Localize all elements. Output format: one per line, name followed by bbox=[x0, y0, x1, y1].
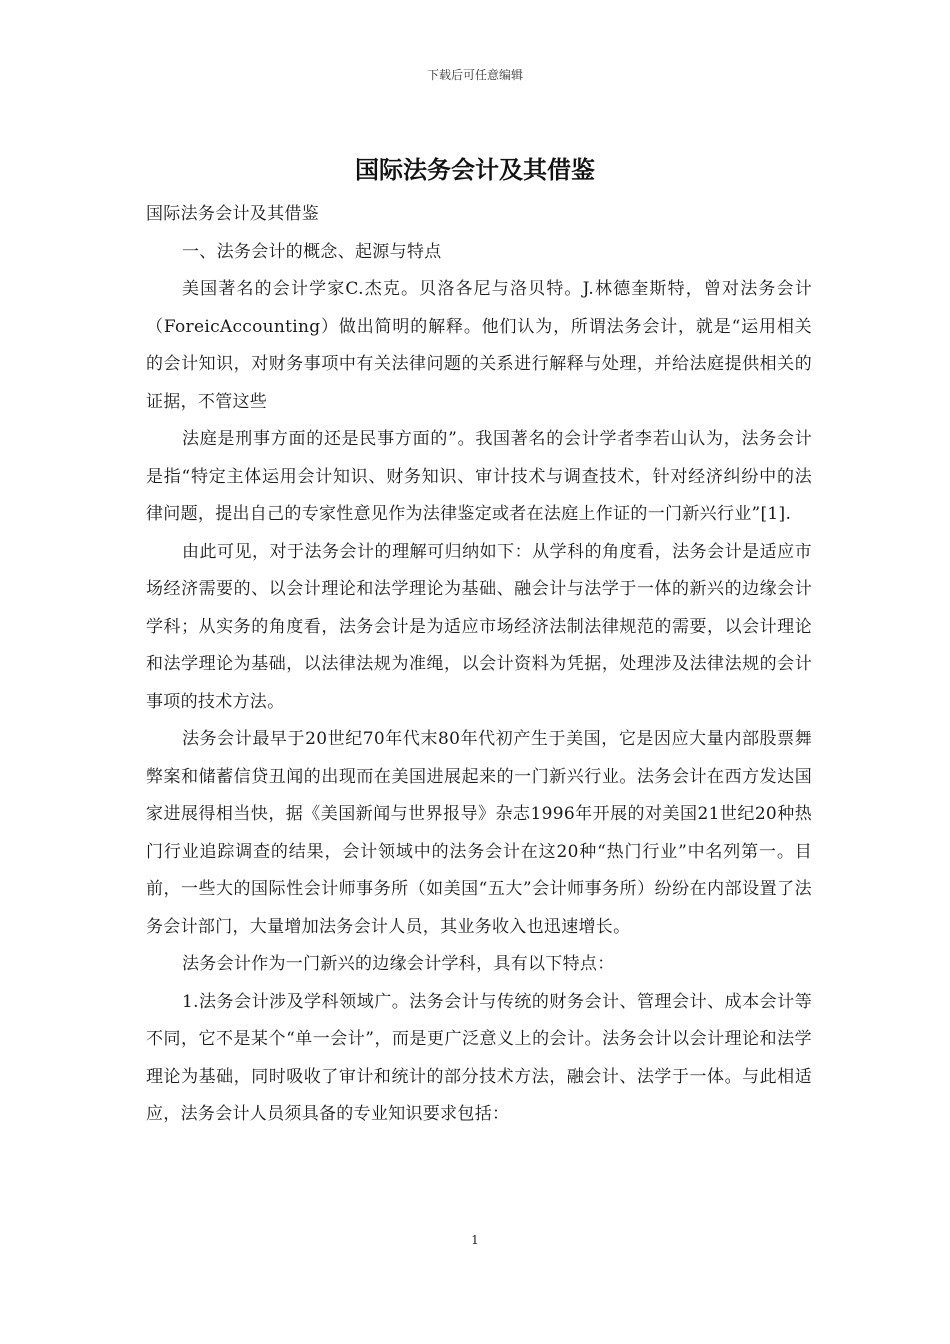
paragraph: 1.法务会计涉及学科领域广。法务会计与传统的财务会计、管理会计、成本会计等不同，它不是某个“单一会计”，而是更广泛意义上的会计。法务会计以会计理论和法学理论为基础，同时吸收了审计和统计的部分技术方法，融会计、法学于一体。与此相适应，法务会计人员须具备的专业知识要求包括： bbox=[146, 991, 812, 1124]
section-heading: 一、法务会计的概念、起源与特点 bbox=[182, 241, 442, 262]
document-body bbox=[146, 196, 812, 1134]
paragraph: 法庭是刑事方面的还是民事方面的”。我国著名的会计学者李若山认为，法务会计是指“特定主体运用会计知识、财务知识、审计技术与调查技术，针对经济纠纷中的法律问题，提出自己的专家性意见作为法律鉴定或者在法庭上作证的一门新兴行业”[1]. bbox=[146, 429, 812, 524]
page-number: 1 bbox=[471, 1233, 479, 1247]
document-title: 国际法务会计及其借鉴 bbox=[355, 156, 595, 184]
paragraph: 国际法务会计及其借鉴 bbox=[146, 204, 319, 224]
header-note: 下载后可任意编辑 bbox=[426, 68, 523, 82]
paragraph: 由此可见，对于法务会计的理解可归纳如下：从学科的角度看，法务会计是适应市场经济需要的、以会计理论和法学理论为基础、融会计与法学于一体的新兴的边缘会计学科；从实务的角度看，法务会计是为适应市场经济法制法律规范的需要，以会计理论和法学理论为基础，以法律法规为准绳，以会计资料为凭据，处理涉及法律法规的会计事项的技术方法。 bbox=[146, 541, 812, 712]
paragraph: 美国著名的会计学家C.杰克。贝洛各尼与洛贝特。J.林德奎斯特，曾对法务会计（ForeicAccounting）做出简明的解释。他们认为，所谓法务会计，就是“运用相关的会计知识，对财务事项中有关法律问题的关系进行解释与处理，并给法庭提供相关的证据，不管这些 bbox=[146, 279, 812, 412]
paragraph: 法务会计作为一门新兴的边缘会计学科，具有以下特点： bbox=[182, 954, 615, 974]
paragraph: 法务会计最早于20世纪70年代末80年代初产生于美国，它是因应大量内部股票舞弊案和储蓄信贷丑闻的出现而在美国进展起来的一门新兴行业。法务会计在西方发达国家进展得相当快，据《美国新闻与世界报导》杂志1996年开展的对美国21世纪20种热门行业追踪调查的结果，会计领域中的法务会计在这20种“热门行业”中名列第一。目前，一些大的国际性会计师事务所（如美国“五大”会计师事务所）纷纷在内部设置了法务会计部门，大量增加法务会计人员，其业务收入也迅速增长。 bbox=[146, 729, 812, 937]
